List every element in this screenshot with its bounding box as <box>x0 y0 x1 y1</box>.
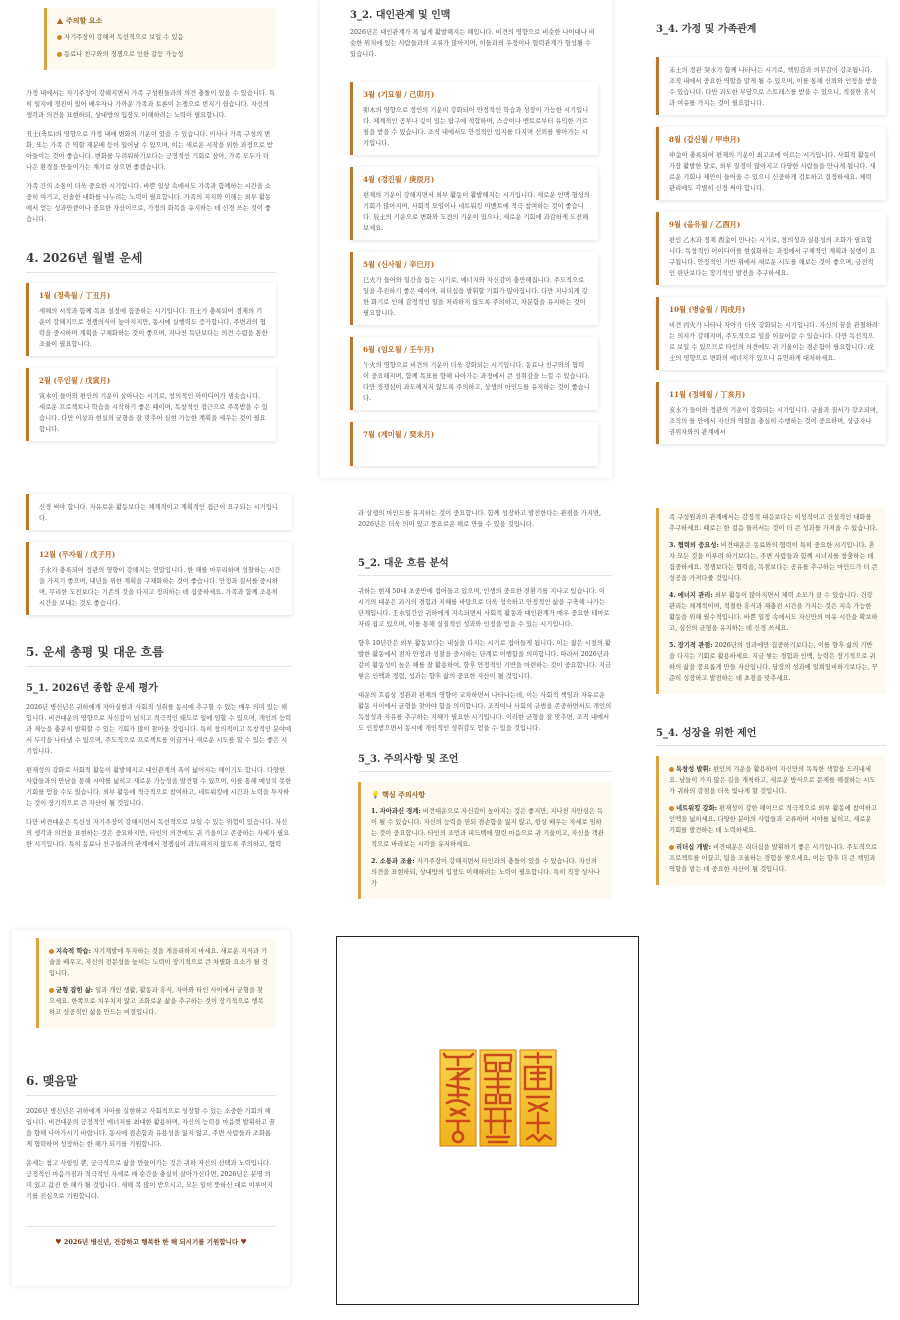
subsection-title: 5_3. 주의사항 및 조언 <box>358 750 612 772</box>
subsection-title: 5_1. 2026년 종합 운세 평가 <box>26 683 158 694</box>
heart-icon: ♥ <box>55 1237 62 1246</box>
growth-item: 네트워킹 강화: 편재성이 강한 해이므로 적극적으로 외부 활동에 참여하고 인맥을 넓히세요. 다양한 분야의 사람들과 교류하며 시야를 넓히고, 새로운 기회를 발견하는 데 노력하세요. <box>669 805 878 834</box>
panel-col2-top <box>320 0 612 478</box>
paragraph: 운세는 참고 사항일 뿐, 궁극적으로 삶을 만들어가는 것은 귀하 자신의 선택과 노력입니다. 긍정적인 마음가짐과 적극적인 자세로 매 순간을 충실히 살아가신다면, 2026년은 분명 의미 있고 값진 한 해가 될 것입니다. 새해 복 많이 받으시고, 모든 일이 뜻하신 대로 이루어지기를 진심으로 기원합니다. <box>26 1160 273 1200</box>
footer-text: 2026년 병신년, 건강하고 행복한 한 해 되시기를 기원합니다 <box>63 1238 239 1246</box>
bullet-icon <box>669 845 674 850</box>
paragraph: 다만 비견대운은 독선성 자기주장이 강해지면서 독선적으로 보일 수 있는 위험이 있습니다. 자신의 생각과 의견을 표현하는 것은 중요하지만, 타인의 의견에도 귀 기울이고 존중하는 자세가 필요한 시기입니다. 특히 동료나 친구들과의 관계에서 경쟁심이 과도해지지 않도록 주의하고, 협력 <box>26 819 290 848</box>
panel-col3-mid <box>640 492 898 932</box>
growth-box-cont <box>36 938 276 1028</box>
paragraph: 가족 간의 소통이 더욱 중요한 시기입니다. 바쁜 일상 속에서도 가족과 함께하는 시간을 소중히 여기고, 진솔한 대화를 나누려는 노력이 필요합니다. 가족의 지지와 이해는 외부 활동에서 얻는 성과만큼이나 중요한 자산이므로, 가정의 화목을 유지하는 데 신경 쓰는 것이 좋습니다. <box>26 183 272 223</box>
paragraph: 귀하는 현재 50대 초중반에 접어들고 있으며, 인생의 중요한 전환기를 지나고 있습니다. 이 시기의 대운은 과거의 경험과 지혜를 바탕으로 더욱 성숙하고 안정적인 삶을 구축해 나가는 단계입니다. 壬水일간인 귀하에게 지속되면서 사회적 활동과 대인관계가 매우 중요한 테마로 자리 잡고 있으며, 이를 통해 실질적인 성과와 인정을 얻을 수 있는 시기입니다. <box>358 588 610 628</box>
caution-item: 1. 자아과신 경계: 비견대운으로 자신감이 높아지는 것은 좋지만, 지나친 자만심은 독이 될 수 있습니다. 자신의 능력을 믿되 겸손함을 잃지 않고, 항상 배우는 자세로 임하는 것이 중요합니다. 타인의 조언과 피드백에 열린 마음으로 귀 기울이고, 자신을 객관적으로 바라보는 시각을 유지하세요. <box>371 808 604 848</box>
note-title: 핵심 주의사항 <box>382 790 426 799</box>
caution-item: 3. 협력의 중요성: 비견대운은 동료와의 협력이 특히 중요한 시기입니다. 혼자 모든 것을 이루려 하기보다는, 주변 사람들과 함께 시너지를 창출하는 데 집중하세요. 경쟁보다는 협력을, 독점보다는 공유를 추구하는 마인드가 더 큰 성공을 가져다줄 것입니다. <box>669 542 878 582</box>
month-text: 子水가 충록되어 정관의 영향이 강해지는 연말입니다. 한 해를 마무리하며 성찰하는 시간을 가지기 좋으며, 내년을 위한 계획을 구체화하는 것이 좋습니다. 안정과 질서를 중시하며, 무리한 도전보다는 기존의 것을 다지고 정리하는 데 집중하세요. 가족과 함께 조용히 시간을 보내는 것도 좋습니다. <box>39 567 281 607</box>
caution-item: 2. 소통과 조율: 자기주장이 강해지면서 타인과의 충돌이 있을 수 있습니다. 자신의 의견을 표현하되, 상대방의 입장도 이해하려는 노력이 필요합니다. 특히 직장 상사나 가 <box>371 858 600 887</box>
bullet-icon <box>49 949 54 954</box>
panel-col1-top <box>12 0 290 488</box>
month-card-4 <box>350 167 598 240</box>
paragraph: 대운의 흐름상 정관과 편재의 영향이 교차하면서 나타나는데, 이는 사회적 책임과 자유로운 활동 사이에서 균형을 찾아야 함을 의미합니다. 조직이나 사회의 규범을 존중하면서도 개인의 독창성과 자유를 추구하는 지혜가 필요한 시기입니다. 이러한 균형을 잘 맞추면, 조직 내에서도 인정받으면서 동시에 개인적인 성취감도 얻을 수 있을 것입니다. <box>358 692 612 732</box>
month-text: 신경 써야 합니다. 자유로운 활동보다는 체계적이고 계획적인 접근이 요구되는 시기입니다. <box>39 504 278 522</box>
growth-box <box>656 756 886 885</box>
subsection-title: 5_2. 대운 흐름 분석 <box>358 554 612 576</box>
paragraph: 2026년은 대인관계가 폭 넓게 활발해지는 해입니다. 비견의 영향으로 비슷한 나이대나 비슷한 위치에 있는 사람들과의 교류가 많아지며, 이들과의 우정이나 협력관계가 형성될 수 있습니다. <box>350 29 595 58</box>
month-text: 巳火가 들어와 일간을 돕는 시기로, 에너지와 자신감이 충만해집니다. 주도적으로 일을 추진하기 좋은 때이며, 리더십을 발휘할 기회가 많아집니다. 다만 지나치게 강한 화기로 인해 감정적인 일을 처리하지 않도록 주의하고, 차분함을 유지하는 것이 필요합니다. <box>363 277 588 317</box>
growth-item: 균형 잡힌 삶: 일과 개인 생활, 활동과 휴식, 자아와 타인 사이에서 균형을 찾으세요. 한쪽으로 치우치지 않고 조화로운 삶을 추구하는 것이 장기적으로 행복하고 성공적인 삶을 만드는 비결입니다. <box>49 987 264 1016</box>
month-title: 7월 (계미월 / 癸未月) <box>363 430 435 439</box>
caution-item: 자기주장이 강해져 독선적으로 보일 수 있음 <box>57 32 268 43</box>
panel-col1-mid <box>12 486 306 924</box>
month-text: 未土의 정관 癸水가 함께 나타나는 시기로, 책임감과 의무감이 강조됩니다. 조직 내에서 중요한 역할을 맡게 될 수 있으며, 이를 통해 신뢰와 인정을 받을 수 있습니다. 다만 과도한 부담으로 스트레스를 받을 수 있으니, 적절한 휴식과 여유를 가지는 것이 필요합니다. <box>669 67 878 107</box>
caution-item: 5. 장기적 관점: 2026년의 성과에만 집중하기보다는, 이를 향후 삶의 기반을 다지는 기회로 활용하세요. 지금 쌓는 경험과 인맥, 능력은 장기적으로 귀하의 삶을 풍요롭게 만들 자산입니다. 당장의 성과에 일희일비하기보다는, 꾸준히 성장하고 발전하는 데 초점을 맞추세요. <box>669 642 878 682</box>
key-caution-box <box>358 782 612 899</box>
month-card-11-cont <box>26 494 292 530</box>
section-title: 5. 운세 총평 및 대운 흐름 <box>26 643 292 667</box>
month-card-7 <box>350 422 598 466</box>
month-title: 1월 (정축월 / 丁丑月) <box>39 291 111 300</box>
heart-icon: ♥ <box>240 1237 247 1246</box>
month-title: 3월 (기묘월 / 己卯月) <box>363 90 435 99</box>
paragraph: 2026년 병신년은 귀하에게 자아를 실현하고 사회적으로 성장할 수 있는 소중한 기회의 해입니다. 비견대운의 긍정적인 에너지를 최대한 활용하며, 자신의 능력을 마음껏 발휘하고 꿈을 향해 나아가시기 바랍니다. 동시에 겸손함과 유용성을 잃지 않고, 주변 사람들과 조화롭게 협력하며 성장하는 한 해가 되기를 기원합니다. <box>26 1108 276 1148</box>
bullet-icon <box>49 988 54 993</box>
bullet-icon <box>669 806 674 811</box>
month-card-8 <box>656 127 886 200</box>
month-text: 申金이 충록되어 편재의 기운이 최고조에 이르는 시기입니다. 사회적 활동이 가장 활발한 달로, 외부 일정이 많아지고 다양한 사람들을 만나게 됩니다. 새로운 기회나 제안이 들어올 수 있으니 신중하게 검토하고 결정하세요. 체력 관리에도 각별히 신경 써야 합니다. <box>669 152 877 192</box>
bullet-icon <box>57 52 62 57</box>
month-card-2 <box>26 368 276 441</box>
caution-item: 4. 에너지 관리: 외부 활동이 많아지면서 체력 소모가 클 수 있습니다. 건강 관리는 체계적이며, 적절한 휴식과 재충전 시간을 가지는 것은 지속 가능한 활동을 위해 필수적입니다. 바쁜 일정 속에서도 자신만의 여유 시간을 확보하고, 심신의 균형을 유지하는 데 신경 쓰세요. <box>669 592 878 632</box>
section-title: 3_4. 가정 및 가족관계 <box>656 24 757 35</box>
panel-col2-mid <box>320 486 626 920</box>
month-card-7-text <box>656 57 886 115</box>
subsection-title: 5_4. 성장을 위한 제언 <box>656 724 886 746</box>
month-title: 12월 (무자월 / 戊子月) <box>39 550 116 559</box>
section-title: 6. 맺음말 <box>26 1072 276 1096</box>
talisman-image <box>439 1049 557 1147</box>
panel-col1-bottom <box>12 930 290 1286</box>
growth-item: 독창성 발휘: 편인의 기운을 활용하여 자신만의 독특한 색깔을 드러내세요. 남들이 가지 않은 길을 개척하고, 새로운 방식으로 문제를 해결하는 시도가 귀하의 강점을 더욱 빛나게 할 것입니다. <box>669 766 876 795</box>
month-card-9 <box>656 212 886 285</box>
bullet-icon <box>57 35 62 40</box>
month-title: 10월 (병술월 / 丙戌月) <box>669 305 746 314</box>
panel-col3-top <box>640 0 898 478</box>
paragraph: 2026년 병신년은 귀하에게 자아실현과 사회적 성취를 동시에 추구할 수 있는 매우 의미 있는 해입니다. 비견대운의 영향으로 자신감이 넘치고 적극적인 태도로 일에 임할 수 있으며, 개인의 능력과 재능을 충분히 발휘할 수 있는 기회가 많이 찾아올 것입니다. 특히 창의적이고 독창적인 분야에서 두각을 나타낼 수 있으며, 주도적으로 프로젝트를 이끌거나 새로운 시도를 할 수 있는 좋은 시기입니다. <box>26 704 292 755</box>
caution-item: 동료나 친구와의 경쟁으로 인한 갈등 가능성 <box>57 49 268 60</box>
caution-box-cont <box>656 508 886 694</box>
month-title: 2월 (무인월 / 戊寅月) <box>39 376 111 385</box>
month-text: 午火의 영향으로 비견의 기운이 더욱 강화되는 시기입니다. 동료나 친구와의 협력이 중요해지며, 함께 목표를 향해 나아가는 과정에서 큰 성취감을 느낄 수 있습니다. 다만 경쟁심이 과도해지지 않도록 주의하고, 상생의 마인드를 유지하는 것이 좋습니다. <box>363 362 590 402</box>
paragraph: 향후 10년간은 외부 활동보다는 내실을 다지는 시기로 접어들게 됩니다. 이는 젊은 시절의 활발한 활동에서 점차 안정과 성찰을 중시하는 단계로 이행함을 의미합니다. 따라서 2026년과 같이 활동성이 높은 해를 잘 활용하여, 향후 안정적인 기반을 마련하는 것이 중요합니다. 지금 쌓은 인맥과 경험, 성과는 향후 삶의 중요한 자산이 될 것입니다. <box>358 640 612 680</box>
month-title: 8월 (갑신월 / 甲申月) <box>669 135 741 144</box>
closing-message <box>26 1226 276 1246</box>
caution-box <box>44 8 276 70</box>
month-card-6 <box>350 337 598 410</box>
warning-icon <box>57 18 63 24</box>
month-title: 4월 (경진월 / 庚辰月) <box>363 175 435 184</box>
growth-item: 지속적 학습: 자기계발에 투자하는 것을 게을리하지 마세요. 새로운 지식과 기술을 배우고, 자신의 전문성을 높이는 노력이 장기적으로 큰 차별화 요소가 될 것입니다. <box>49 948 268 977</box>
month-text: 寅木이 들어와 편인의 기운이 살아나는 시기로, 창의적인 아이디어가 샘솟습니다. 새로운 프로젝트나 학습을 시작하기 좋은 때이며, 독창적인 접근으로 주목받을 수 있습니다. 다만 이상과 현실의 균형을 잘 맞추어 실현 가능한 계획을 세우는 것이 필요합니다. <box>39 393 268 433</box>
month-title: 9월 (을유월 / 乙酉月) <box>669 220 741 229</box>
section-title: 3_2. 대인관계 및 인맥 <box>350 10 451 21</box>
month-title: 6월 (임오월 / 壬午月) <box>363 345 435 354</box>
month-title: 11월 (정해월 / 丁亥月) <box>669 390 746 399</box>
paragraph: 편재성의 강화로 사회적 활동이 활발해지고 대인관계의 폭이 넓어지는 해이기도 합니다. 다양한 사람들과의 만남을 통해 시야를 넓히고 새로운 가능성을 발견할 수 있으며, 이를 통해 예상치 못한 기회를 얻을 수도 있습니다. 외부 활동에 적극적으로 참여하고, 네트워킹에 시간과 노력을 투자하는 것이 장기적으로 큰 자산이 될 것입니다. <box>26 767 292 807</box>
paragraph: 족 구성원과의 관계에서는 감정적 대응보다는 이성적이고 건설적인 대화를 추구하세요. 때로는 한 걸음 물러서는 것이 더 큰 성과를 가져올 수 있습니다. <box>669 514 878 532</box>
month-text: 비견 丙火가 나타나 자아가 더욱 강화되는 시기입니다. 자신의 꿈을 관철하려는 의지가 강해지며, 주도적으로 일을 이끌어갈 수 있습니다. 다만 독선적으로 보일 수 있으므로 타인의 의견에도 귀 기울이는 겸손함이 필요합니다. 戌土의 영향으로 변화의 에너지가 있으니 유연하게 대처하세요. <box>669 322 879 362</box>
paragraph: 가정 내에서는 자기주장이 강해지면서 가족 구성원들과의 의견 충돌이 있을 수 있습니다. 특히 일지에 경진이 있어 배우자나 가까운 가족과 토론이 논쟁으로 번지기 쉽습니다. 자신의 생각과 의견을 표현하되, 상대방의 입장도 이해하려는 노력이 필요합니다. <box>26 90 276 119</box>
month-text: 卯木의 영향으로 정인의 기운이 강화되어 안정적인 학습과 성장이 가능한 시기입니다. 체계적인 공부나 깊이 있는 탐구에 적합하며, 스승이나 멘토로부터 유익한 가르침을 받을 수 있습니다. 조직 내에서도 안정적인 입지를 다지며 신뢰를 쌓아가는 시기입니다. <box>363 107 589 147</box>
month-text: 편재의 기운이 강해지면서 외부 활동이 활발해지는 시기입니다. 새로운 인맥 형성의 기회가 많아지며, 사회적 모임이나 네트워킹 이벤트에 적극 참여하는 것이 좋습니다. 辰土의 기운으로 변화와 도전의 기운이 있으나, 새로운 기회에 과감하게 도전해보세요. <box>363 192 590 232</box>
talisman-frame <box>336 936 639 1305</box>
month-card-1 <box>26 283 276 356</box>
lightbulb-icon: 💡 <box>371 790 383 799</box>
month-text: 편인 乙木과 정재 酉金이 만나는 시기로, 창의성과 실용성의 조화가 필요합니다. 독창적인 아이디어를 현실화하는 과정에서 구체적인 계획과 실행이 요구됩니다. 안정적인 기반 위에서 새로운 시도를 해보는 것이 좋으며, 금전적인 판단보다는 장기적인 발전을 추구하세요. <box>669 237 876 277</box>
month-card-10 <box>656 297 886 370</box>
growth-item: 리더십 개발: 비견대운은 리더십을 발휘하기 좋은 시기입니다. 주도적으로 프로젝트를 이끌고, 팀을 조율하는 경험을 쌓으세요. 이는 향후 더 큰 책임과 역할을 맡는 데 중요한 자산이 될 것입니다. <box>669 844 878 873</box>
month-card-5 <box>350 252 598 325</box>
month-text: 새해의 시작과 함께 목표 설정에 집중하는 시기입니다. 丑土가 충록되어 경제의 기운이 강해지므로 경쟁의식이 높아지지만, 동시에 실행력도 증가합니다. 주변과의 협력을 중시하며 계획을 구체화하는 것이 좋으며, 지나친 독단보다는 의견 수렴을 통한 조율이 필요합니다. <box>39 308 268 348</box>
paragraph: 丑土(축토)의 영향으로 가정 내에 변화의 기운이 있을 수 있습니다. 이사나 가족 구성의 변화, 또는 가족 간 역할 재분배 등이 일어날 수 있으며, 이는 새로운 시작을 위한 과정으로 받아들이는 것이 좋습니다. 변화를 두려워하기보다는 긍정적인 기회로 삼아, 가족 모두가 더 나은 환경을 만들어가는 계기로 삼으면 좋겠습니다. <box>26 131 273 171</box>
caution-title: 주의할 요소 <box>66 16 103 25</box>
paragraph: 과 상생의 마인드를 유지하는 것이 중요합니다. 함께 성장하고 발전한다는 관점을 가지면, 2026년은 더욱 의미 있고 풍요로운 해로 만들 수 있을 것입니다. <box>358 510 601 528</box>
month-card-3 <box>350 82 598 155</box>
family-text <box>26 84 276 225</box>
section-title: 4. 2026년 월별 운세 <box>26 249 276 273</box>
month-text: 亥水가 들어와 정관의 기운이 강화되는 시기입니다. 규율과 질서가 강조되며, 조직의 틀 안에서 자신의 역할을 충실히 수행하는 것이 중요하며, 상급자나 권위자와의 관계에서 <box>669 407 879 436</box>
month-card-12 <box>26 542 292 615</box>
month-card-11 <box>656 382 886 444</box>
month-title: 5월 (신사월 / 辛巳月) <box>363 260 435 269</box>
bullet-icon <box>669 767 674 772</box>
